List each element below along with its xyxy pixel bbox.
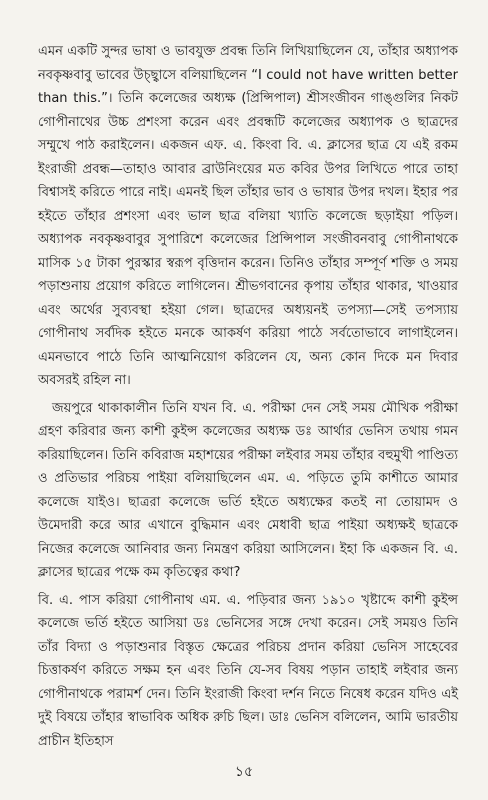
- paragraph-2: জয়পুরে থাকাকালীন তিনি যখন বি. এ. পরীক্ষা দেন সেই সময় মৌখিক পরীক্ষা গ্রহণ করিবার জন্য কাশী কুইন্স কলেজের অধ্যক্ষ ডঃ আর্থার ভেনিস তথায় গমন করিয়াছিলেন। তিনি কবিরাজ মহাশয়ের পরীক্ষা লইবার সময় তাঁহার বহুমুখী পাণ্ডিত্য ও প্রতিভার পরিচয় পাইয়া বলিয়াছিলেন এম. এ. পড়িতে তুমি কাশীতে আমার কলেজে যাইও। ছাত্ররা কলেজে ভর্তি হইতে অধ্যক্ষের কতই না তোয়ামদ ও উমেদারী করে আর এখানে বুদ্ধিমান এবং মেধাবী ছাত্র পাইয়া অধ্যক্ষই ছাত্রকে নিজের কলেজে আনিবার জন্য নিমন্ত্রণ করিয়া আসিলেন। ইহা কি একজন বি. এ. ক্লাসের ছাত্রের পক্ষে কম কৃতিত্বের কথা?: [38, 400, 458, 580]
- paragraph-1: এমন একটি সুন্দর ভাষা ও ভাবযুক্ত প্রবন্ধ তিনি লিখিয়াছিলেন যে, তাঁহার অধ্যাপক নবকৃষ্ণবাবু ভাবের উচ্ছ্বাসে বলিয়াছিলেন “I could not have written better than this.”। তিনি কলেজের অধ্যক্ষ (প্রিন্সিপাল) শ্রীসংজীবন গাঙ্গুলির নিকট গোপীনাথের উচ্চ প্রশংসা করেন এবং প্রবন্ধটি কলেজের অধ্যাপক ও ছাত্রদের সম্মুখে পাঠ করাইলেন। একজন এফ. এ. কিংবা বি. এ. ক্লাসের ছাত্র যে এই রকম ইংরাজী প্রবন্ধ—তাহাও আবার ব্রাউনিংয়ের মত কবির উপর লিখিতে পারে তাহা বিশ্বাসই করিতে পারে নাই। এমনই ছিল তাঁহার ভাব ও ভাষার উপর দখল। ইহার পর হইতে তাঁহার প্রশংসা এবং ভাল ছাত্র বলিয়া খ্যাতি কলেজে ছড়াইয়া পড়িল। অধ্যাপক নবকৃষ্ণবাবুর সুপারিশে কলেজের প্রিন্সিপাল সংজীবনবাবু গোপীনাথকে মাসিক ১৫ টাকা পুরস্কার স্বরূপ বৃত্তিদান করেন। তিনিও তাঁহার সম্পূর্ণ শক্তি ও সময় পড়াশুনায় প্রয়োগ করিতে লাগিলেন। শ্রীভগবানের কৃপায় তাঁহার থাকার, খাওয়ার এবং অর্থের সুব্যবস্থা হইয়া গেল। ছাত্রদের অধ্যয়নই তপস্যা—সেই তপস্যায় গোপীনাথ সর্বদিক হইতে মনকে আকর্ষণ করিয়া পাঠে সর্বতোভাবে লাগাইলেন। এমনভাবে পাঠে তিনি আত্মনিয়োগ করিলেন যে, অন্য কোন দিকে মন দিবার অবসরই রহিল না।: [38, 44, 458, 388]
- paragraph-3: বি. এ. পাস করিয়া গোপীনাথ এম. এ. পড়িবার জন্য ১৯১০ খৃষ্টাব্দে কাশী কুইন্স কলেজে ভর্তি হইতে আসিয়া ডঃ ভেনিসের সঙ্গে দেখা করেন। সেই সময়ও তিনি তাঁর বিদ্যা ও পড়াশুনার বিস্তৃত ক্ষেত্রের পরিচয় প্রদান করিয়া ভেনিস সাহেবের চিত্তাকর্ষণ করিতে সক্ষম হন এবং তিনি যে-সব বিষয় পড়ান তাহাই লইবার জন্য গোপীনাথকে পরামর্শ দেন। তিনি ইংরাজী কিংবা দর্শন নিতে নিষেধ করেন যদিও এই দুই বিষয়ে তাঁহার স্বাভাবিক অধিক রুচি ছিল। ডাঃ ভেনিস বলিলেন, আমি ভারতীয় প্রাচীন ইতিহাস: [38, 592, 458, 749]
- page-number: ১৫: [234, 764, 254, 780]
